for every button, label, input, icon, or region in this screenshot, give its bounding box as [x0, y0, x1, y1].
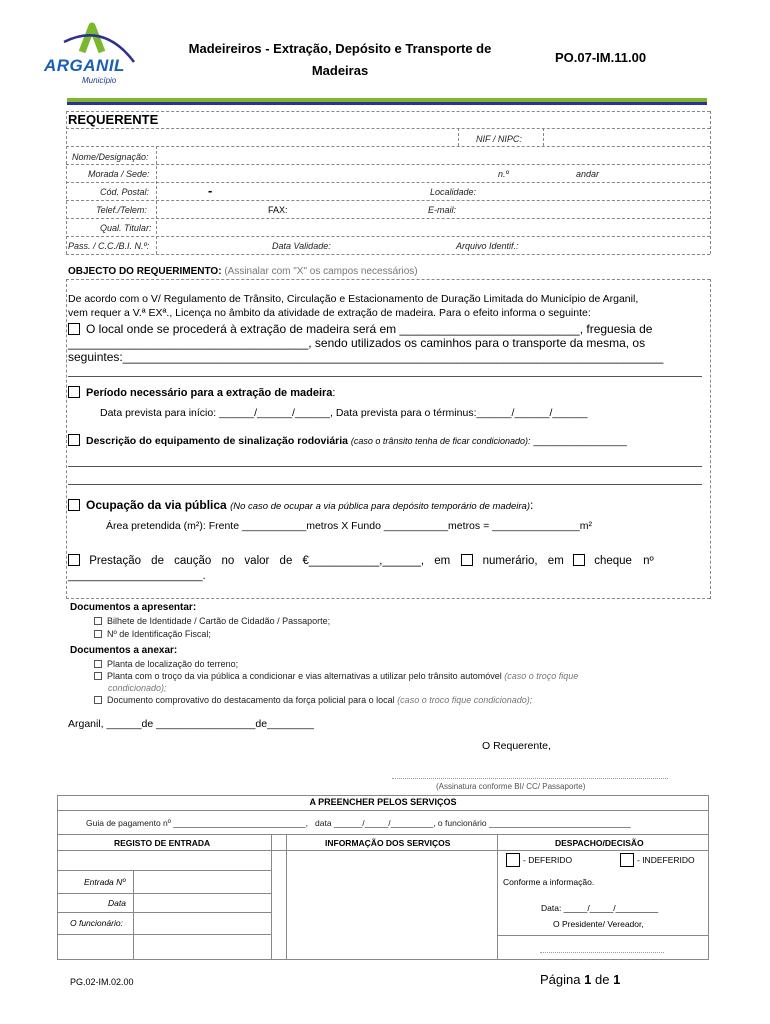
telef-label: Telef./Telem:	[96, 205, 147, 215]
anexo-2-checkbox[interactable]	[94, 672, 102, 680]
documentos-anexar-list	[94, 658, 694, 706]
guia-pagamento: Guia de pagamento nº ____________________________, data ______/_____/_________, o funcionário ______________________________	[86, 818, 631, 828]
nome-input[interactable]	[158, 147, 706, 163]
caucao-text: Prestação de caução no valor de €___________,______, em	[89, 555, 451, 567]
data-label: Data	[108, 898, 126, 908]
logo-text: ARGANIL	[44, 56, 125, 75]
andar-input[interactable]	[612, 165, 706, 181]
page-indicator	[540, 972, 620, 987]
validade-label: Data Validade:	[272, 241, 331, 251]
objecto-intro	[68, 292, 638, 320]
ocupacao-block	[68, 498, 533, 512]
periodo-checkbox[interactable]	[68, 386, 80, 398]
doc-nif-text: Nº de Identificação Fiscal;	[107, 629, 211, 639]
caucao-block	[68, 554, 704, 567]
data-despacho: Data: _____/_____/_________	[541, 903, 659, 913]
anexo-2-text: Planta com o troço da via pública a condicionar e vias alternativas a utilizar pelo trânsito automóvel	[107, 671, 502, 681]
anexo-2-hint: (caso o troço fique	[504, 671, 579, 681]
documentos-apresentar-list	[94, 615, 330, 641]
ocupacao-hint: (No caso de ocupar a via pública para depósito temporário de madeira)	[230, 501, 531, 512]
qual-input[interactable]	[158, 219, 706, 235]
objecto-title: OBJECTO DO REQUERIMENTO:	[68, 266, 222, 277]
requerente-title: REQUERENTE	[68, 112, 159, 127]
doc-nif-checkbox[interactable]	[94, 630, 102, 638]
doc-bi-text: Bilhete de Identidade / Cartão de Cidadão / Passaporte;	[107, 616, 331, 626]
descricao-line-1[interactable]	[68, 466, 702, 467]
page-title	[180, 38, 500, 82]
documento-item	[94, 628, 330, 641]
funcionario-label: O funcionário:	[70, 918, 123, 928]
deferido-checkbox[interactable]	[506, 853, 520, 867]
signature-note: (Assinatura conforme BI/ CC/ Passaporte)	[436, 782, 586, 791]
footer-code: PG.02-IM.02.00	[70, 977, 134, 987]
doc-bi-checkbox[interactable]	[94, 617, 102, 625]
presidente-label: O Presidente/ Vereador,	[553, 919, 644, 929]
caucao-checkbox[interactable]	[68, 554, 80, 566]
periodo-title: Período necessário para a extração de madeira	[86, 387, 333, 399]
validade-input[interactable]	[338, 237, 438, 253]
localidade-input[interactable]	[480, 183, 706, 199]
objecto-intro-line1: De acordo com o V/ Regulamento de Trânsito, Circulação e Estacionamento de Duração Limitada do Município de Arganil,	[68, 293, 639, 305]
header-bar-blue	[67, 102, 707, 105]
page-title-line1: Madeireiros - Extração, Depósito e Transporte de	[188, 41, 492, 56]
ocupacao-checkbox[interactable]	[68, 499, 80, 511]
numero-label: n.º	[498, 169, 509, 179]
cod-postal-input[interactable]	[158, 183, 208, 199]
cod-postal-input-2[interactable]	[218, 183, 418, 199]
anexo-item	[94, 670, 694, 682]
cheque-checkbox[interactable]	[573, 554, 585, 566]
nif-label: NIF / NIPC:	[476, 134, 522, 144]
email-input[interactable]	[470, 201, 706, 217]
documentos-apresentar-title: Documentos a apresentar:	[70, 602, 197, 613]
local-extra-line[interactable]	[68, 376, 702, 377]
local-text-1: O local onde se procederá à extração de madeira será em ___________________________, freguesia de	[86, 322, 653, 336]
page-total: 1	[613, 972, 621, 987]
anexo-item	[94, 694, 694, 706]
periodo-block	[68, 386, 335, 399]
registo-header: REGISTO DE ENTRADA	[114, 838, 211, 848]
nome-label: Nome/Designação:	[72, 152, 149, 162]
indeferido-checkbox[interactable]	[620, 853, 634, 867]
anexo-item	[94, 658, 694, 670]
localidade-label: Localidade:	[430, 187, 477, 197]
andar-label: andar	[576, 169, 600, 179]
objecto-intro-line2: vem requer a V.ª EXª., Licença no âmbito da atividade de extração de madeira. Para o efeito informa o seguinte:	[68, 307, 591, 319]
anexo-2-hint-2: condicionado);	[108, 683, 167, 693]
doc-code: PO.07-IM.11.00	[555, 50, 647, 65]
page-of: de	[594, 972, 610, 987]
area-text: Área pretendida (m²): Frente ___________metros X Fundo ___________metros = _______________m²	[106, 520, 592, 532]
logo-subtext: Município	[82, 76, 117, 85]
morada-input[interactable]	[158, 165, 488, 181]
anexo-3-text: Documento comprovativo do destacamento da força policial para o local	[107, 695, 395, 705]
servicos-title: A PREENCHER PELOS SERVIÇOS	[309, 797, 457, 807]
caucao-line-2: ______________________.	[68, 570, 206, 582]
deferido-label: - DEFERIDO	[523, 855, 573, 865]
requerente-title-bar	[66, 111, 710, 129]
nif-input[interactable]	[545, 129, 705, 145]
periodo-colon: :	[332, 387, 336, 399]
pass-input[interactable]	[158, 237, 258, 253]
telef-input[interactable]	[158, 201, 258, 217]
local-text-2: ____________________________________, sendo utilizados os caminhos para o transporte da mesma, os	[68, 336, 646, 350]
descricao-line: ________________	[533, 435, 627, 447]
arquivo-label: Arquivo Identif.:	[456, 241, 519, 251]
deferido-option	[506, 853, 572, 867]
numerario-checkbox[interactable]	[461, 554, 473, 566]
objecto-heading	[68, 266, 418, 277]
indeferido-option	[620, 853, 695, 867]
arquivo-input[interactable]	[532, 237, 706, 253]
morada-label: Morada / Sede:	[88, 169, 150, 179]
anexo-3-hint: (caso o troco fique condicionado);	[397, 695, 533, 705]
descricao-checkbox[interactable]	[68, 434, 80, 446]
ocupacao-colon: :	[530, 498, 534, 512]
indeferido-label: - INDEFERIDO	[637, 855, 695, 865]
fax-input[interactable]	[292, 201, 412, 217]
local-data: Arganil, ______de _________________de________	[68, 718, 314, 730]
informacao-header: INFORMAÇÃO DOS SERVIÇOS	[325, 838, 451, 848]
descricao-hint: (caso o trânsito tenha de ficar condicionado):	[350, 436, 531, 446]
descricao-block	[68, 434, 627, 447]
local-checkbox[interactable]	[68, 323, 80, 335]
pass-label: Pass. / C.C./B.I. N.º:	[68, 241, 150, 251]
numero-input[interactable]	[520, 165, 570, 181]
cheque-text: cheque nº	[594, 555, 654, 567]
cod-postal-label: Cód. Postal:	[100, 187, 150, 197]
numerario-text: numerário, em	[482, 555, 564, 567]
entrada-label: Entrada Nº	[84, 877, 126, 887]
logo	[44, 22, 144, 92]
ocupacao-title: Ocupação da via pública	[86, 498, 227, 512]
qual-label: Qual. Titular:	[100, 223, 152, 233]
anexo-1-text: Planta de localização do terreno;	[107, 659, 239, 669]
requerente-label: O Requerente,	[482, 740, 551, 752]
local-text-3: seguintes:_________________________________________________________________________________	[68, 350, 664, 364]
page-title-line2: Madeiras	[311, 63, 369, 78]
page-label: Página	[540, 972, 581, 987]
email-label: E-mail:	[428, 205, 457, 215]
despacho-header: DESPACHO/DECISÃO	[555, 838, 644, 848]
page-number: 1	[584, 972, 592, 987]
descricao-line-2[interactable]	[68, 484, 702, 485]
documentos-anexar-title: Documentos a anexar:	[70, 645, 178, 656]
fax-label: FAX:	[268, 205, 288, 215]
periodo-dates: Data prevista para início: ______/______/______, Data prevista para o términus:______/______/______	[100, 407, 588, 419]
anexo-3-checkbox[interactable]	[94, 696, 102, 704]
objecto-hint: (Assinalar com "X" os campos necessários)	[224, 266, 418, 277]
presidente-signature-line[interactable]	[540, 952, 664, 953]
conforme-info: Conforme a informação.	[503, 877, 595, 887]
signature-line[interactable]	[392, 778, 668, 779]
documento-item	[94, 615, 330, 628]
local-block	[68, 322, 663, 364]
anexo-1-checkbox[interactable]	[94, 660, 102, 668]
descricao-title: Descrição do equipamento de sinalização rodoviária	[86, 435, 348, 447]
cod-postal-dash: -	[208, 183, 213, 198]
